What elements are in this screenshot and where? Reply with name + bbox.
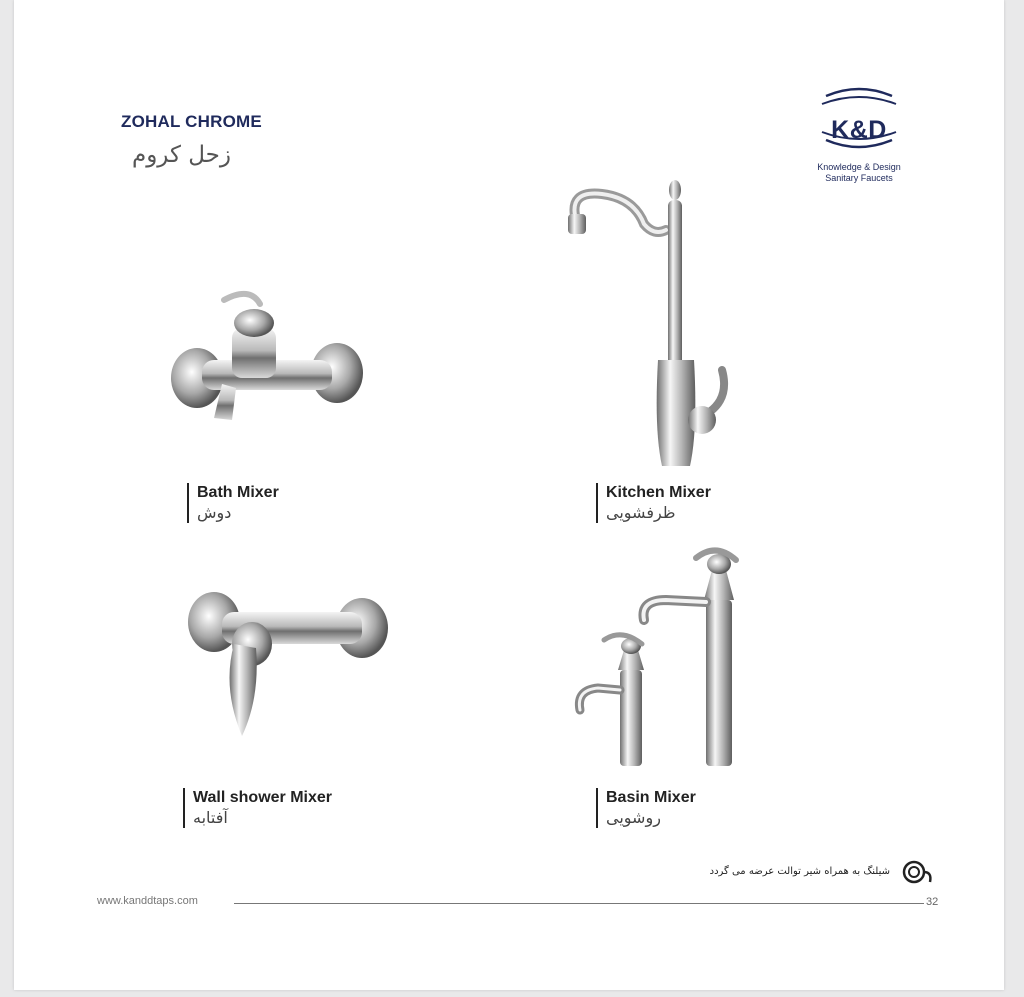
hose-icon (900, 858, 934, 886)
collection-title-fa: زحل کروم (131, 142, 231, 168)
wall-shower-mixer-image (182, 588, 392, 738)
logo-subtitle-2: Sanitary Faucets (825, 173, 893, 183)
product-name-fa: ظرفشویی (606, 503, 676, 522)
catalog-page (14, 0, 1004, 990)
brand-logo (804, 82, 914, 182)
logo-subtitle: Knowledge & Design (817, 162, 901, 172)
basin-mixer-image (566, 540, 766, 770)
product-name-en: Wall shower Mixer (193, 789, 332, 806)
logo-text: K&D (831, 116, 887, 144)
product-name-en: Basin Mixer (606, 789, 696, 806)
product-label-basin (596, 788, 696, 828)
kitchen-mixer-image (554, 180, 754, 470)
product-label-kitchen (596, 483, 711, 523)
footnote-text: شیلنگ به همراه شیر توالت عرضه می گردد (709, 866, 890, 877)
collection-title-en: ZOHAL CHROME (121, 112, 262, 131)
product-name-en: Bath Mixer (197, 484, 279, 501)
bath-mixer-image (162, 288, 372, 438)
product-label-bath (187, 483, 279, 523)
product-label-wall-shower (183, 788, 332, 828)
product-name-fa: آفتابه (193, 808, 228, 827)
footer-divider (234, 903, 924, 904)
website-url: www.kanddtaps.com (97, 895, 198, 907)
product-name-en: Kitchen Mixer (606, 484, 711, 501)
hose-footnote (674, 858, 934, 888)
page-number: 32 (926, 896, 939, 908)
product-name-fa: روشویی (606, 808, 661, 827)
product-name-fa: دوش (197, 503, 232, 522)
